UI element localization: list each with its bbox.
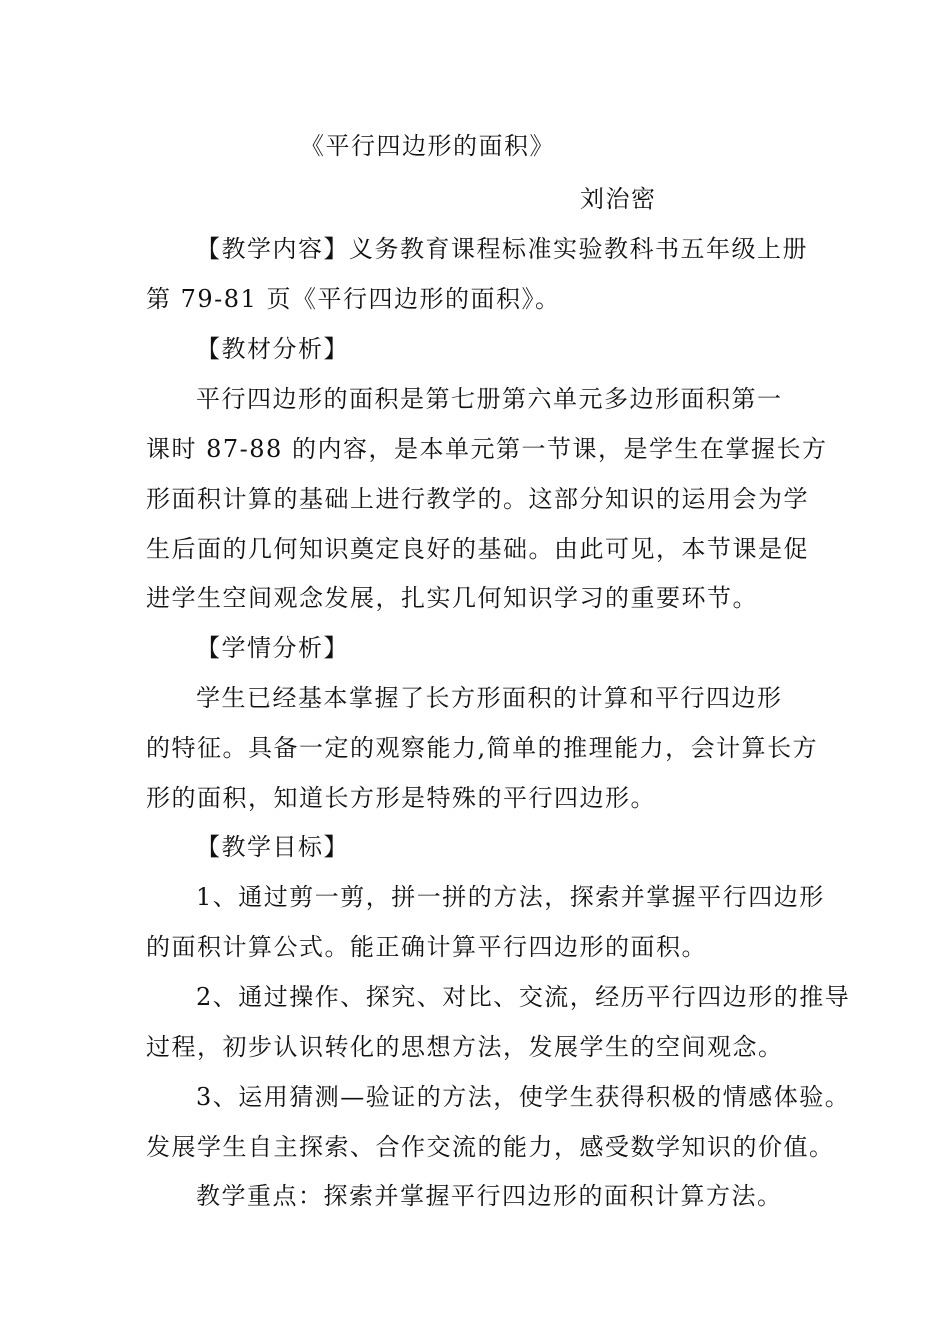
material-analysis-line: 课时 87-88 的内容，是本单元第一节课，是学生在掌握长方: [146, 435, 828, 463]
objective-line: 的面积计算公式。能正确计算平行四边形的面积。: [146, 933, 707, 961]
objective-line: 2、通过操作、探究、对比、交流，经历平行四边形的推导: [196, 983, 851, 1011]
material-analysis-line: 形面积计算的基础上进行教学的。这部分知识的运用会为学: [146, 485, 809, 513]
student-analysis-line: 的特征。具备一定的观察能力,简单的推理能力，会计算长方: [146, 734, 819, 762]
student-analysis-line: 学生已经基本掌握了长方形面积的计算和平行四边形: [196, 684, 783, 712]
objective-line: 过程，初步认识转化的思想方法，发展学生的空间观念。: [146, 1033, 784, 1061]
objective-line: 1、通过剪一剪，拼一拼的方法，探索并掌握平行四边形: [196, 883, 825, 911]
teaching-content-line: 【教学内容】义务教育课程标准实验教科书五年级上册: [196, 235, 808, 263]
material-analysis-line: 平行四边形的面积是第七册第六单元多边形面积第一: [196, 385, 783, 413]
section-heading-objectives: 【教学目标】: [196, 833, 349, 861]
student-analysis-line: 形的面积，知道长方形是特殊的平行四边形。: [146, 784, 656, 812]
teaching-key-point: 教学重点：探索并掌握平行四边形的面积计算方法。: [196, 1182, 783, 1210]
author-name: 刘治密: [580, 185, 657, 213]
material-analysis-line: 进学生空间观念发展，扎实几何知识学习的重要环节。: [146, 584, 758, 612]
objective-line: 发展学生自主探索、合作交流的能力，感受数学知识的价值。: [146, 1133, 835, 1161]
document-title: 《平行四边形的面积》: [300, 132, 555, 160]
objective-line: 3、运用猜测—验证的方法，使学生获得积极的情感体验。: [196, 1083, 851, 1111]
section-heading-student-analysis: 【学情分析】: [196, 634, 349, 662]
material-analysis-line: 生后面的几何知识奠定良好的基础。由此可见，本节课是促: [146, 535, 809, 563]
section-heading-material-analysis: 【教材分析】: [196, 335, 349, 363]
teaching-content-line: 第 79-81 页《平行四边形的面积》。: [146, 285, 561, 313]
